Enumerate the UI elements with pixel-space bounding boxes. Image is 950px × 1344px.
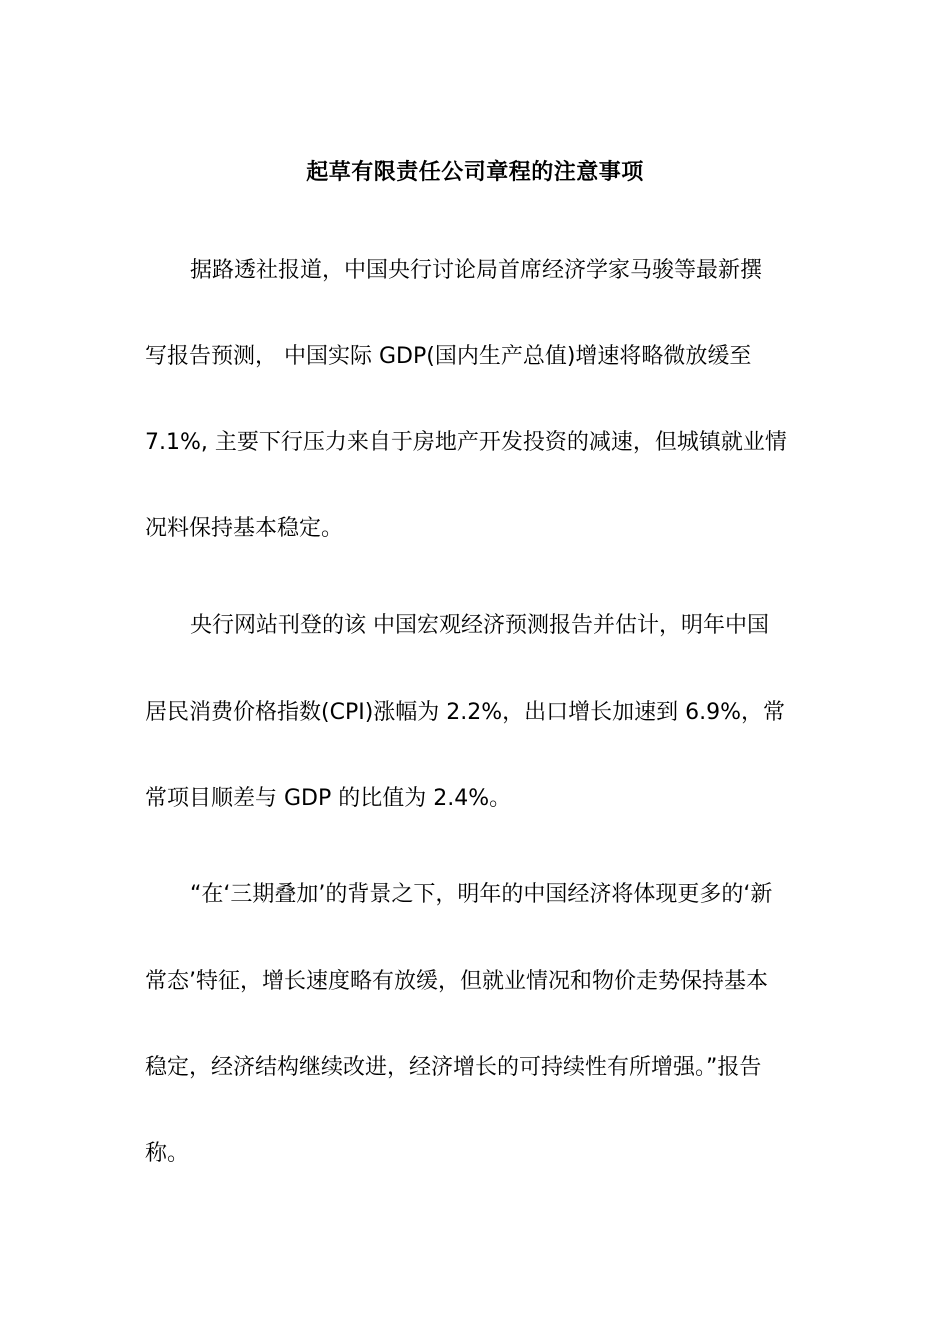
paragraph-line: 稳定，经济结构继续改进，经济增长的可持续性有所增强。”报告 [145,1055,762,1080]
paragraph-line: 常项目顺差与 GDP 的比值为 2.4%。 [145,786,512,811]
paragraph-line: 写报告预测， 中国实际 GDP(国内生产总值)增速将略微放缓至 [145,344,752,369]
paragraph-line: 央行网站刊登的该 中国宏观经济预测报告并估计，明年中国 [190,613,769,638]
paragraph-line: 据路透社报道，中国央行讨论局首席经济学家马骏等最新撰 [190,258,763,283]
paragraph-line: 况料保持基本稳定。 [145,516,344,541]
paragraph-line: “在‘三期叠加’的背景之下，明年的中国经济将体现更多的‘新 [190,882,773,907]
paragraph-line: 居民消费价格指数(CPI)涨幅为 2.2%，出口增长加速到 6.9%，常 [145,700,786,725]
document-title: 起草有限责任公司章程的注意事项 [306,160,644,185]
paragraph-line: 称。 [145,1141,190,1166]
paragraph-line: 7.1%, 主要下行压力来自于房地产开发投资的减速，但城镇就业情 [145,430,787,455]
paragraph-line: 常态’特征，增长速度略有放缓，但就业情况和物价走势保持基本 [145,969,768,994]
